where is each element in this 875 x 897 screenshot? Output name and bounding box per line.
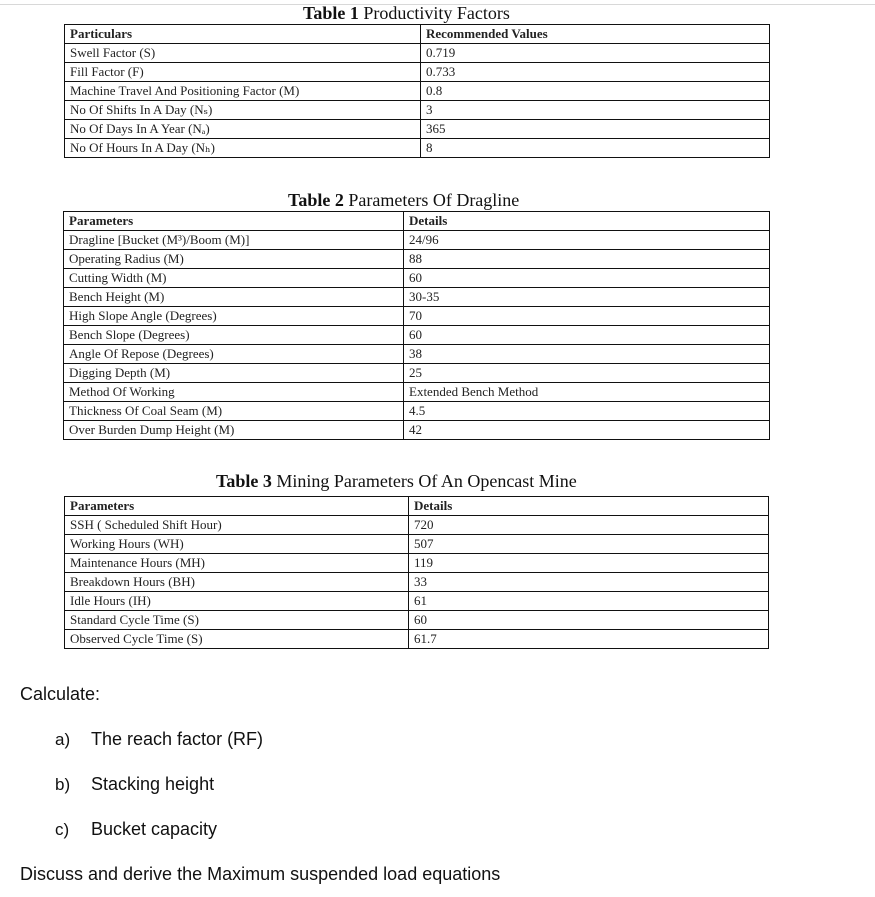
table-row: [65, 554, 769, 573]
row-label: Bench Height (M): [64, 288, 404, 307]
row-value: 33: [409, 573, 769, 592]
row-value: Extended Bench Method: [404, 383, 770, 402]
table1-header-particulars: Particulars: [65, 25, 421, 44]
table-row: [65, 630, 769, 649]
table-row: [64, 364, 770, 383]
table1-header-row: [65, 25, 770, 44]
question-item-text: Bucket capacity: [91, 819, 218, 839]
row-label: Dragline [Bucket (M³)/Boom (M)]: [64, 231, 404, 250]
row-label: No Of Days In A Year (Nₐ): [65, 120, 421, 139]
question-item-c: [55, 819, 217, 840]
row-label: Digging Depth (M): [64, 364, 404, 383]
question-item-text: The reach factor (RF): [91, 729, 264, 749]
table2-header-parameters: Parameters: [64, 212, 404, 231]
row-value: 60: [404, 326, 770, 345]
table2-header-row: [64, 212, 770, 231]
table-row: [65, 139, 770, 158]
table3: [64, 496, 769, 649]
table-row: [65, 592, 769, 611]
table-row: [64, 345, 770, 364]
row-label: Breakdown Hours (BH): [65, 573, 409, 592]
question-item-label: c): [55, 820, 70, 839]
row-label: Bench Slope (Degrees): [64, 326, 404, 345]
row-label: Thickness Of Coal Seam (M): [64, 402, 404, 421]
row-label: Standard Cycle Time (S): [65, 611, 409, 630]
table3-header-parameters: Parameters: [65, 497, 409, 516]
row-value: 60: [409, 611, 769, 630]
question-intro: Calculate:: [20, 684, 101, 704]
table2: [63, 211, 770, 440]
table2-header-details: Details: [404, 212, 770, 231]
row-value: 507: [409, 535, 769, 554]
table-row: [65, 120, 770, 139]
row-value: 119: [409, 554, 769, 573]
table-row: [65, 516, 769, 535]
table-row: [64, 250, 770, 269]
table-row: [64, 288, 770, 307]
question-final: Discuss and derive the Maximum suspended load equations: [20, 864, 501, 884]
row-label: Operating Radius (M): [64, 250, 404, 269]
table-row: [65, 101, 770, 120]
table2-caption: Table 2 Parameters Of Dragline: [288, 190, 520, 210]
row-value: 4.5: [404, 402, 770, 421]
table-row: [64, 383, 770, 402]
row-value: 0.8: [421, 82, 770, 101]
table-row: [65, 611, 769, 630]
row-label: Observed Cycle Time (S): [65, 630, 409, 649]
row-label: Maintenance Hours (MH): [65, 554, 409, 573]
table-row: [65, 44, 770, 63]
row-value: 8: [421, 139, 770, 158]
row-label: SSH ( Scheduled Shift Hour): [65, 516, 409, 535]
row-value: 30-35: [404, 288, 770, 307]
table1-header-values: Recommended Values: [421, 25, 770, 44]
row-label: Machine Travel And Positioning Factor (M): [65, 82, 421, 101]
question-item-label: a): [55, 730, 71, 749]
row-label: Idle Hours (IH): [65, 592, 409, 611]
row-label: Fill Factor (F): [65, 63, 421, 82]
row-value: 3: [421, 101, 770, 120]
row-label: Method Of Working: [64, 383, 404, 402]
table-row: [64, 231, 770, 250]
row-label: High Slope Angle (Degrees): [64, 307, 404, 326]
table1-caption: Table 1 Productivity Factors: [303, 3, 510, 23]
row-value: 365: [421, 120, 770, 139]
row-value: 70: [404, 307, 770, 326]
row-label: Swell Factor (S): [65, 44, 421, 63]
row-value: 25: [404, 364, 770, 383]
table3-header-details: Details: [409, 497, 769, 516]
table-row: [65, 63, 770, 82]
table-row: [65, 573, 769, 592]
row-value: 0.733: [421, 63, 770, 82]
row-value: 60: [404, 269, 770, 288]
row-value: 61: [409, 592, 769, 611]
row-label: Working Hours (WH): [65, 535, 409, 554]
question-item-label: b): [55, 775, 71, 794]
row-value: 38: [404, 345, 770, 364]
row-value: 61.7: [409, 630, 769, 649]
table-row: [64, 269, 770, 288]
table3-caption: Table 3 Mining Parameters Of An Opencast Mine: [216, 471, 577, 491]
table-row: [64, 421, 770, 440]
row-label: Angle Of Repose (Degrees): [64, 345, 404, 364]
row-value: 0.719: [421, 44, 770, 63]
question-item-a: [55, 729, 263, 750]
row-value: 720: [409, 516, 769, 535]
question-item-b: [55, 774, 214, 795]
table3-header-row: [65, 497, 769, 516]
table-row: [65, 82, 770, 101]
table-row: [64, 326, 770, 345]
table1: [64, 24, 770, 158]
row-value: 42: [404, 421, 770, 440]
row-label: No Of Shifts In A Day (Nₛ): [65, 101, 421, 120]
question-item-text: Stacking height: [91, 774, 215, 794]
row-label: Over Burden Dump Height (M): [64, 421, 404, 440]
row-label: Cutting Width (M): [64, 269, 404, 288]
table-row: [65, 535, 769, 554]
row-label: No Of Hours In A Day (Nₕ): [65, 139, 421, 158]
table-row: [64, 307, 770, 326]
row-value: 88: [404, 250, 770, 269]
table-row: [64, 402, 770, 421]
row-value: 24/96: [404, 231, 770, 250]
